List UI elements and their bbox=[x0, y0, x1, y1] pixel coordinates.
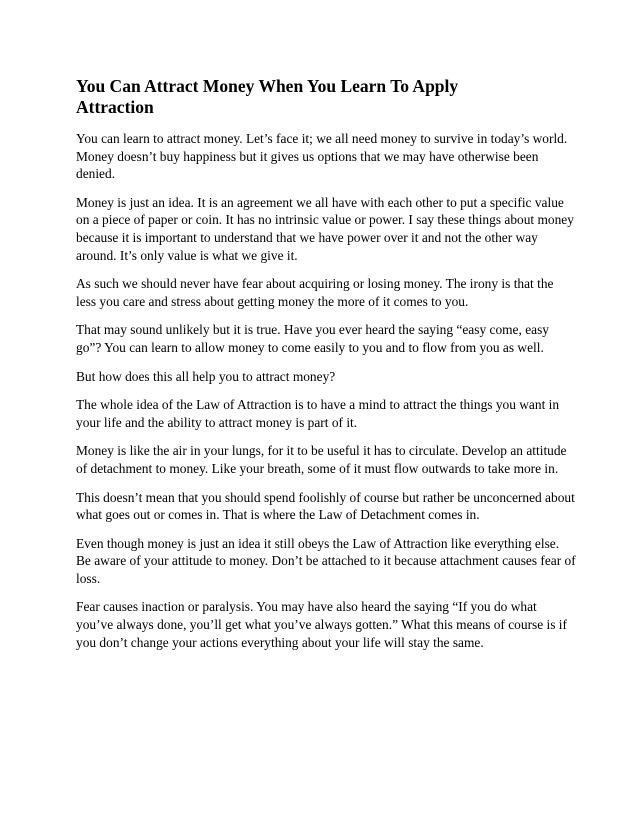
paragraph: This doesn’t mean that you should spend foolishly of course but rather be unconcerned about what goes out or comes in. That is where the Law of Detachment comes in. bbox=[76, 489, 575, 523]
paragraph: The whole idea of the Law of Attraction is to have a mind to attract the things you want in your life and the ability to attract money is part of it. bbox=[76, 397, 560, 430]
paragraph: Fear causes inaction or paralysis. You may have also heard the saying “If you do what you’ve always done, you’ll get what you’ve always gotten.” What this means of course is if you don’t change your actions everything about your life will stay the same. bbox=[76, 599, 567, 650]
paragraph: Money is like the air in your lungs, for it to be useful it has to circulate. Develop an attitude of detachment to money. Like your breath, some of it must flow outwards to take more in. bbox=[76, 443, 567, 476]
paragraph: As such we should never have fear about acquiring or losing money. The irony is that the less you care and stress about getting money the more of it comes to you. bbox=[76, 276, 554, 309]
paragraph: Even though money is just an idea it still obeys the Law of Attraction like everything else. Be aware of your attitude to money. Don’t be attached to it because attachment causes fear of loss. bbox=[76, 535, 576, 586]
paragraph: You can learn to attract money. Let’s face it; we all need money to survive in today’s world. Money doesn’t buy happiness but it gives us options that we may have otherwise been denied. bbox=[76, 131, 568, 182]
document-title: You Can Attract Money When You Learn To Apply Attraction bbox=[76, 76, 459, 117]
paragraph: But how does this all help you to attract money? bbox=[76, 368, 336, 384]
paragraph: Money is just an idea. It is an agreement we all have with each other to put a specific value on a piece of paper or coin. It has no intrinsic value or power. I say these things about money because it is important to understand that we have power over it and not the other way around. It’s only value is what we give it. bbox=[76, 194, 574, 263]
paragraph: That may sound unlikely but it is true. Have you ever heard the saying “easy come, easy go”? You can learn to allow money to come easily to you and to flow from you as well. bbox=[76, 322, 549, 355]
